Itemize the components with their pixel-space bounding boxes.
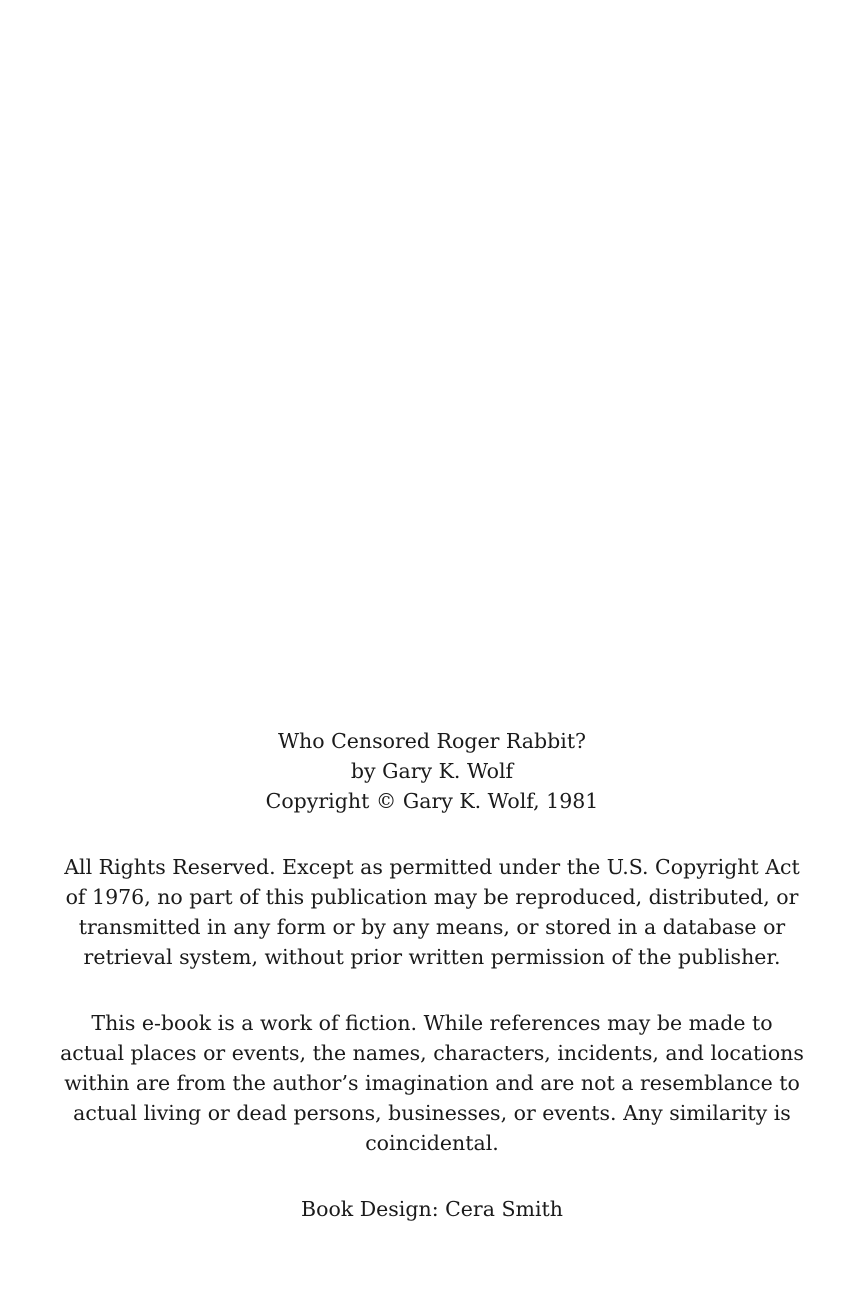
rights-line: transmitted in any form or by any means, or stored in a database or [78, 915, 786, 939]
disclaimer-line: coincidental. [365, 1131, 499, 1155]
title-block [60, 726, 804, 816]
fiction-disclaimer-paragraph [60, 1008, 804, 1158]
rights-line: All Rights Reserved. Except as permitted under the U.S. Copyright Act [64, 855, 800, 879]
rights-line: retrieval system, without prior written permission of the publisher. [83, 945, 781, 969]
book-design-credit: Book Design: Cera Smith [301, 1197, 563, 1221]
disclaimer-line: This e-book is a work of fiction. While references may be made to [91, 1011, 773, 1035]
book-title: Who Censored Roger Rabbit? [277, 729, 587, 753]
rights-line: of 1976, no part of this publication may be reproduced, distributed, or [65, 885, 799, 909]
disclaimer-line: actual places or events, the names, characters, incidents, and locations [60, 1041, 804, 1065]
author-byline: by Gary K. Wolf [350, 759, 514, 783]
disclaimer-line: actual living or dead persons, businesses, or events. Any similarity is [73, 1101, 791, 1125]
disclaimer-line: within are from the author’s imagination and are not a resemblance to [64, 1071, 800, 1095]
rights-paragraph [60, 852, 804, 972]
copyright-notice: Copyright © Gary K. Wolf, 1981 [265, 789, 599, 813]
credits-block [60, 1194, 804, 1224]
